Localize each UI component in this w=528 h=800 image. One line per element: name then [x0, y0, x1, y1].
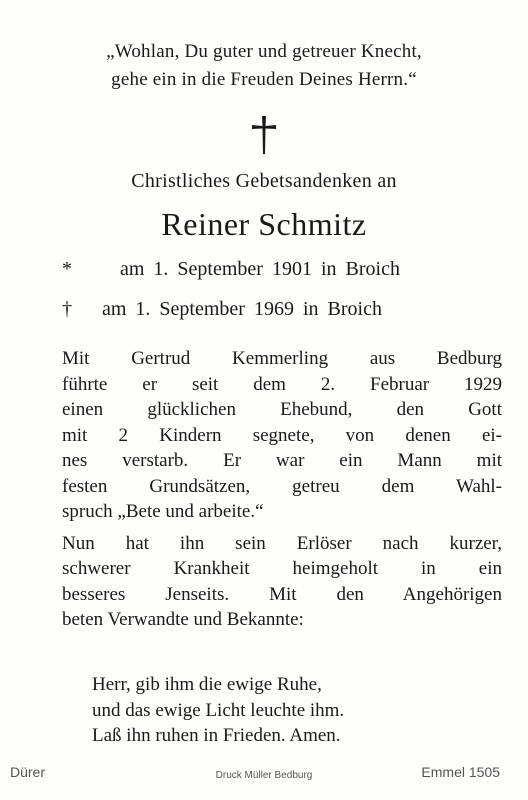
- bio-line: schwerer Krankheit heimgeholt in ein: [62, 558, 502, 579]
- deceased-name: Reiner Schmitz: [161, 206, 367, 242]
- bio-line: nes verstarb. Er war ein Mann mit: [62, 450, 502, 471]
- death-text: am 1. September 1969 in Broich: [102, 298, 382, 320]
- birth-text: am 1. September 1901 in Broich: [120, 258, 400, 280]
- death-row: [62, 298, 382, 321]
- bio-line: beten Verwandte und Bekannte:: [62, 609, 304, 630]
- card-heading: Christliches Gebetsandenken an: [131, 170, 397, 192]
- bio-line: mit 2 Kindern segnete, von denen ei-: [62, 424, 502, 446]
- birth-star-icon: *: [62, 258, 72, 280]
- bio-line: spruch „Bete und arbeite.“: [62, 501, 264, 522]
- bio-line: einen glücklichen Ehebund, den Gott: [62, 399, 502, 420]
- bio-line: Mit Gertrud Kemmerling aus Bedburg: [62, 348, 502, 369]
- prayer-line: Laß ihn ruhen in Frieden. Amen.: [92, 725, 341, 746]
- prayer-line: und das ewige Licht leuchte ihm.: [92, 699, 345, 721]
- footer-printer: Druck Müller Bedburg: [215, 770, 313, 781]
- prayer-line: Herr, gib ihm die ewige Ruhe,: [92, 674, 322, 695]
- cross-icon: [249, 114, 279, 156]
- prayer: [92, 672, 344, 749]
- biography: [62, 346, 502, 633]
- quote-line-1: „Wohlan, Du guter und getreuer Knecht,: [106, 41, 422, 62]
- bio-line: Nun hat ihn sein Erlöser nach kurzer,: [62, 532, 502, 554]
- death-cross-icon: †: [62, 298, 72, 320]
- footer-publisher-left: Dürer: [10, 764, 46, 780]
- bio-line: führte er seit dem 2. Februar 1929: [62, 373, 502, 395]
- bio-line: festen Grundsätzen, getreu dem Wahl-: [62, 475, 502, 497]
- birth-row: [62, 258, 400, 281]
- footer-catalog-number: Emmel 1505: [421, 764, 500, 780]
- bible-quote: [0, 38, 528, 94]
- footer: [0, 762, 528, 786]
- quote-line-2: gehe ein in die Freuden Deines Herrn.“: [111, 69, 417, 90]
- bio-line: besseres Jenseits. Mit den Angehörigen: [62, 583, 502, 605]
